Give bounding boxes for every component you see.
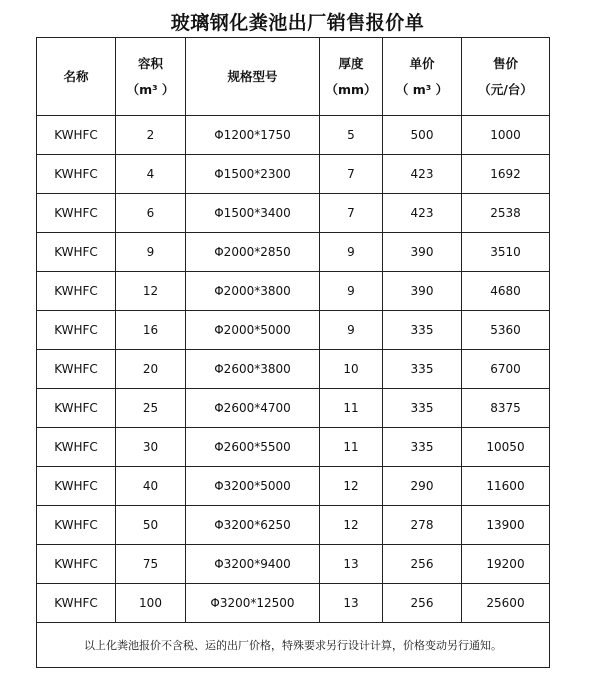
table-row [37, 584, 550, 623]
table-row [37, 389, 550, 428]
cell-unit-price: 335 [383, 428, 462, 467]
cell-volume: 40 [116, 467, 186, 506]
cell-volume: 16 [116, 311, 186, 350]
cell-unit-price: 335 [383, 311, 462, 350]
cell-unit-price: 500 [383, 116, 462, 155]
cell-volume: 25 [116, 389, 186, 428]
cell-name: KWHFC [37, 155, 116, 194]
header-unit-price: 单价 （ m³ ） [383, 38, 462, 116]
note-text: 以上化粪池报价不含税、运的出厂价格，特殊要求另行设计计算，价格变动另行通知。 [37, 623, 550, 668]
cell-spec: Φ2000*2850 [186, 233, 320, 272]
cell-name: KWHFC [37, 116, 116, 155]
cell-price: 4680 [462, 272, 550, 311]
cell-unit-price: 390 [383, 272, 462, 311]
cell-thickness: 7 [320, 194, 383, 233]
cell-spec: Φ2000*5000 [186, 311, 320, 350]
header-thickness: 厚度 （mm） [320, 38, 383, 116]
cell-thickness: 12 [320, 506, 383, 545]
cell-name: KWHFC [37, 233, 116, 272]
table-row [37, 350, 550, 389]
note-row [37, 623, 550, 668]
cell-volume: 30 [116, 428, 186, 467]
cell-spec: Φ2600*4700 [186, 389, 320, 428]
cell-spec: Φ3200*9400 [186, 545, 320, 584]
cell-thickness: 11 [320, 389, 383, 428]
table-row [37, 311, 550, 350]
cell-spec: Φ2000*3800 [186, 272, 320, 311]
cell-unit-price: 256 [383, 584, 462, 623]
cell-unit-price: 335 [383, 350, 462, 389]
cell-name: KWHFC [37, 545, 116, 584]
cell-thickness: 9 [320, 272, 383, 311]
cell-price: 3510 [462, 233, 550, 272]
cell-thickness: 10 [320, 350, 383, 389]
cell-spec: Φ3200*12500 [186, 584, 320, 623]
cell-volume: 12 [116, 272, 186, 311]
cell-volume: 75 [116, 545, 186, 584]
document-title: 玻璃钢化粪池出厂销售报价单 [170, 12, 425, 34]
cell-unit-price: 278 [383, 506, 462, 545]
cell-name: KWHFC [37, 350, 116, 389]
cell-volume: 50 [116, 506, 186, 545]
cell-spec: Φ3200*5000 [186, 467, 320, 506]
cell-volume: 4 [116, 155, 186, 194]
cell-volume: 20 [116, 350, 186, 389]
cell-name: KWHFC [37, 311, 116, 350]
cell-unit-price: 423 [383, 194, 462, 233]
cell-thickness: 7 [320, 155, 383, 194]
cell-spec: Φ1500*2300 [186, 155, 320, 194]
table-body [37, 116, 550, 623]
header-volume: 容积 （m³ ） [116, 38, 186, 116]
cell-volume: 6 [116, 194, 186, 233]
cell-thickness: 9 [320, 233, 383, 272]
cell-thickness: 11 [320, 428, 383, 467]
cell-volume: 9 [116, 233, 186, 272]
cell-price: 1000 [462, 116, 550, 155]
cell-name: KWHFC [37, 584, 116, 623]
cell-unit-price: 335 [383, 389, 462, 428]
cell-spec: Φ2600*5500 [186, 428, 320, 467]
cell-price: 11600 [462, 467, 550, 506]
header-name: 名称 [37, 38, 116, 116]
table-row [37, 428, 550, 467]
cell-name: KWHFC [37, 506, 116, 545]
cell-unit-price: 256 [383, 545, 462, 584]
price-table [36, 37, 550, 668]
cell-spec: Φ2600*3800 [186, 350, 320, 389]
table-row [37, 272, 550, 311]
cell-price: 5360 [462, 311, 550, 350]
table-row [37, 116, 550, 155]
cell-price: 19200 [462, 545, 550, 584]
cell-thickness: 9 [320, 311, 383, 350]
table-row [37, 545, 550, 584]
cell-name: KWHFC [37, 194, 116, 233]
cell-spec: Φ3200*6250 [186, 506, 320, 545]
cell-thickness: 13 [320, 545, 383, 584]
table-header-row [37, 38, 550, 116]
cell-volume: 2 [116, 116, 186, 155]
cell-name: KWHFC [37, 272, 116, 311]
cell-unit-price: 390 [383, 233, 462, 272]
cell-volume: 100 [116, 584, 186, 623]
cell-unit-price: 290 [383, 467, 462, 506]
cell-thickness: 5 [320, 116, 383, 155]
cell-unit-price: 423 [383, 155, 462, 194]
cell-price: 2538 [462, 194, 550, 233]
cell-name: KWHFC [37, 467, 116, 506]
table-row [37, 194, 550, 233]
header-price: 售价 （元/台） [462, 38, 550, 116]
cell-price: 13900 [462, 506, 550, 545]
cell-thickness: 13 [320, 584, 383, 623]
table-row [37, 155, 550, 194]
table-row [37, 467, 550, 506]
cell-name: KWHFC [37, 428, 116, 467]
header-spec: 规格型号 [186, 38, 320, 116]
cell-name: KWHFC [37, 389, 116, 428]
table-row [37, 506, 550, 545]
cell-price: 6700 [462, 350, 550, 389]
cell-thickness: 12 [320, 467, 383, 506]
cell-spec: Φ1500*3400 [186, 194, 320, 233]
table-row [37, 233, 550, 272]
cell-price: 8375 [462, 389, 550, 428]
cell-price: 10050 [462, 428, 550, 467]
cell-spec: Φ1200*1750 [186, 116, 320, 155]
cell-price: 25600 [462, 584, 550, 623]
cell-price: 1692 [462, 155, 550, 194]
